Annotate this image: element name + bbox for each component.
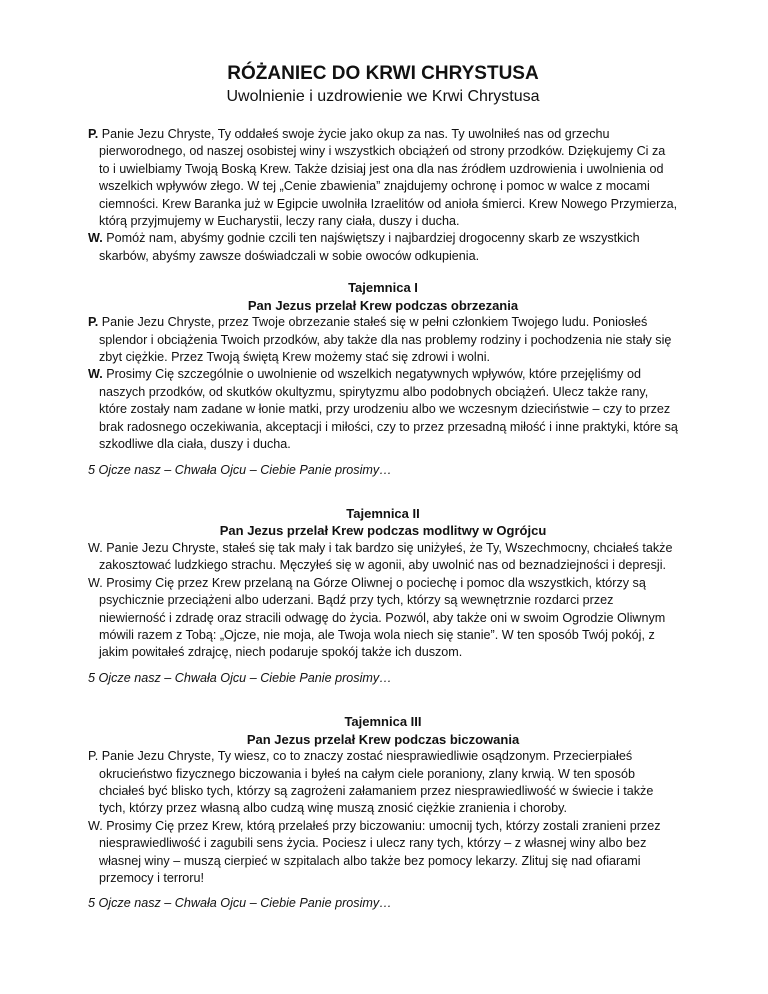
mystery-response-paragraph xyxy=(88,366,678,453)
mystery-subheading: Pan Jezus przelał Krew podczas biczowania xyxy=(246,731,520,747)
intro-priest-label: P. xyxy=(88,127,99,141)
mystery-priest-paragraph xyxy=(88,314,678,366)
mystery-section-3 xyxy=(88,713,678,913)
mystery-priest-paragraph xyxy=(88,540,678,575)
mystery-response-label: W. xyxy=(88,575,103,590)
intro-priest-paragraph xyxy=(88,126,678,230)
intro-response-label: W. xyxy=(88,231,103,246)
mystery-subheading: Pan Jezus przelał Krew podczas modlitwy w Ogrójcu xyxy=(219,523,547,539)
mystery-priest-paragraph xyxy=(88,748,678,818)
mystery-priest-text: Panie Jezu Chryste, stałeś się tak mały i tak bardzo się uniżyłeś, że Ty, Wszechmocny, chciałeś także zakosztować ludzkiego strachu. Męczyłeś się w agonii, aby uwolnić nas od beznadziejności i depresji. xyxy=(99,540,673,573)
mystery-response-text: Prosimy Cię przez Krew, którą przelałeś przy biczowaniu: umocnij tych, którzy zostali zranieni przez niesprawiedliwość i zagubili sens życia. Pociesz i ulecz rany tych, którzy – z własnej winy albo bez własnej winy – muszą cierpieć w szpitalach albo także bez pomocy lekarzy. Zlituj się nad ofiarami przemocy i terroru! xyxy=(99,818,661,885)
mystery-heading: Tajemnica I xyxy=(348,280,418,296)
mystery-priest-label: P. xyxy=(88,749,99,764)
intro-response-text: Pomóż nam, abyśmy godnie czcili ten najświętszy i najbardziej drogocenny skarb ze wszystkich skarbów, abyśmy zawsze doświadczali w sobie owoców odkupienia. xyxy=(99,231,640,263)
prayer-note: 5 Ojcze nasz – Chwała Ojcu – Ciebie Panie prosimy… xyxy=(88,670,392,685)
mystery-priest-label: W. xyxy=(88,540,103,555)
intro-response-paragraph xyxy=(88,230,678,265)
mystery-response-paragraph xyxy=(88,818,678,888)
mystery-section-2 xyxy=(88,505,678,687)
mystery-priest-text: Panie Jezu Chryste, przez Twoje obrzezanie stałeś się w pełni członkiem Twojego ludu. Poniosłeś splendor i obciążenia Twoich przodków, aby także dla nas problemy rodziny i pochodzenia nie stały się zbyt ciężkie. Przez Twoją świętą Krew możemy stać się zdrowi i wolni. xyxy=(99,315,672,365)
prayer-note: 5 Ojcze nasz – Chwała Ojcu – Ciebie Panie prosimy… xyxy=(88,896,392,911)
mystery-priest-text: Panie Jezu Chryste, Ty wiesz, co to znaczy zostać niesprawiedliwie osądzonym. Przecierpiałeś okrucieństwo fizycznego biczowania i byłeś na całym ciele poraniony, zlany krwią. W ten sposób chciałeś być blisko tych, którzy są zagrożeni załamaniem przez niesprawiedliwość w świecie i także tych, którzy przez własną albo cudzą winę muszą znosić ciężkie zranienia i choroby. xyxy=(99,749,654,816)
document-title: RÓŻANIEC DO KRWI CHRYSTUSA xyxy=(227,63,539,84)
mystery-subheading: Pan Jezus przelał Krew podczas obrzezania xyxy=(247,297,519,313)
mystery-response-text: Prosimy Cię przez Krew przelaną na Górze Oliwnej o pociechę i pomoc dla wszystkich, którzy są psychicznie przeciążeni albo uderzani. Bądź przy tych, którzy są wewnętrznie rozdarci przez niewierność i zdradę oraz stracili odwagę do życia. Pozwól, aby także oni w swoim Ogrodzie Oliwnym mówili razem z Tobą: „Ojcze, nie moja, ale Twoja wola niech się stanie”. W ten sposób Twój pokój, z jakim powitałeś zdrajcę, niech podaruje spokój także ich duszom. xyxy=(99,575,666,660)
mystery-response-label: W. xyxy=(88,818,103,833)
mystery-heading: Tajemnica III xyxy=(344,714,422,730)
mystery-heading: Tajemnica II xyxy=(346,505,420,521)
mystery-response-label: W. xyxy=(88,367,103,382)
mystery-section-1 xyxy=(88,279,678,479)
prayer-note: 5 Ojcze nasz – Chwała Ojcu – Ciebie Panie prosimy… xyxy=(88,462,392,477)
mystery-priest-label: P. xyxy=(88,315,99,330)
mystery-response-paragraph xyxy=(88,575,678,662)
mystery-response-text: Prosimy Cię szczególnie o uwolnienie od wszelkich negatywnych wpływów, które przejęliśmy od naszych przodków, od skutków okultyzmu, spirytyzmu albo podobnych obciążeń. Ulecz także rany, które zostały nam zadane w łonie matki, przy urodzeniu albo we wczesnym dzieciństwie – czy to przez brak radosnego oczekiwania, akceptacji i miłości, czy to przez przesadną miłość i inne praktyki, które są szkodliwe dla ciała, duszy i ducha. xyxy=(99,367,678,452)
document-subtitle: Uwolnienie i uzdrowienie we Krwi Chrystusa xyxy=(226,88,540,105)
intro-priest-text: Panie Jezu Chryste, Ty oddałeś swoje życie jako okup za nas. Ty uwolniłeś nas od grzechu pierworodnego, od naszej osobistej winy i wszystkich obciążeń od strony przodków. Dziękujemy Ci za to i uwielbiamy Twoją Boską Krew. Także dzisiaj jest ona dla nas źródłem uzdrowienia i uwolnienia od wszelkich wpływów złego. W tej „Cenie zbawienia” znajdujemy ochronę i pomoc w walce z mocami ciemności. Krew Baranka już w Egipcie uwolniła Izraelitów od anioła śmierci. Krew Nowego Przymierza, którą przyjmujemy w Eucharystii, leczy rany ciała, duszy i ducha. xyxy=(99,127,678,229)
